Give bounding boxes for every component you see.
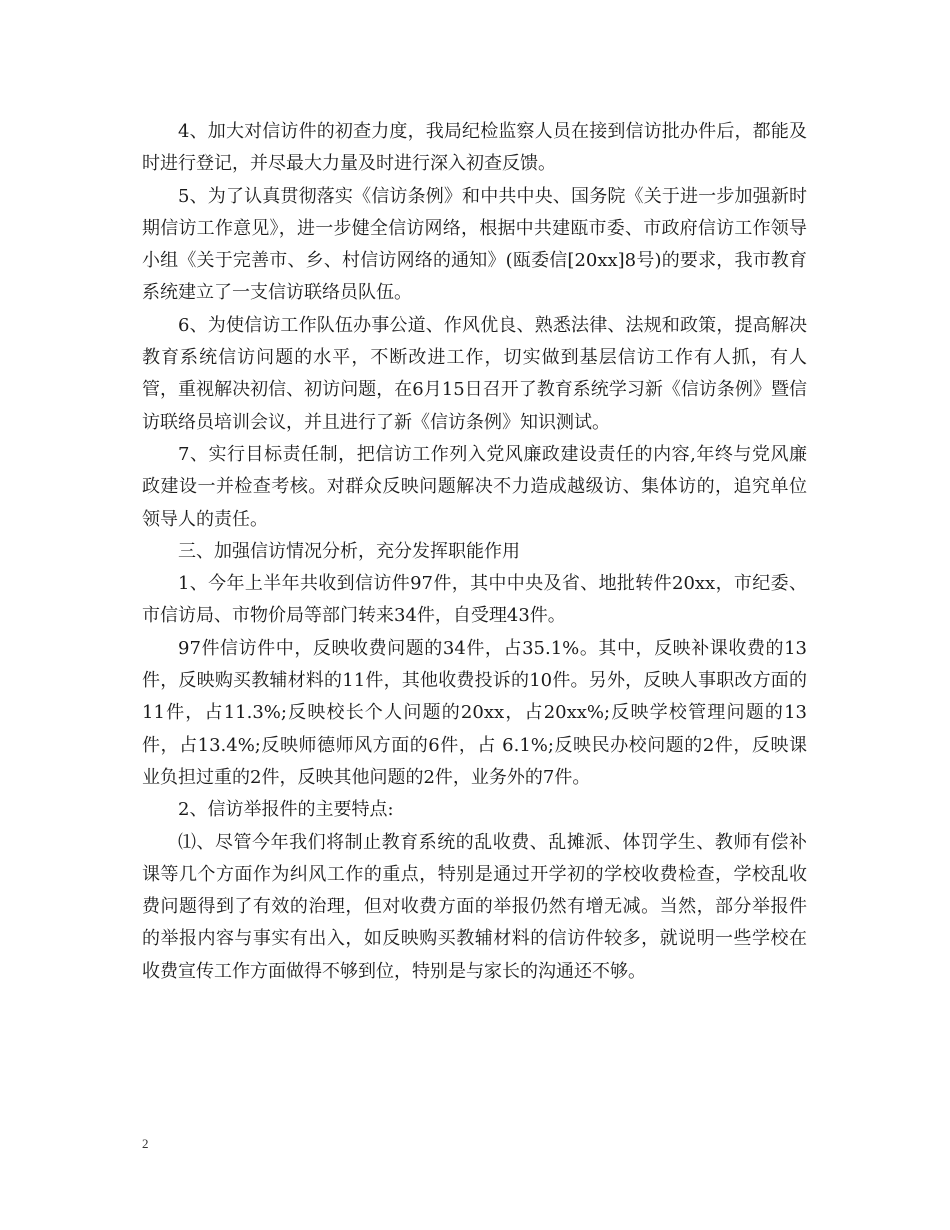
paragraph-5: 5、为了认真贯彻落实《信访条例》和中共中央、国务院《关于进一步加强新时期信访工作意见》，进一步健全信访网络，根据中共建瓯市委、市政府信访工作领导小组《关于完善市、乡、村信访网络的通知》(瓯委信[20xx]8号)的要求，我市教育系统建立了一支信访联络员队伍。	[142, 185, 807, 304]
paragraph-6: 6、为使信访工作队伍办事公道、作风优良、熟悉法律、法规和政策，提高解决教育系统信访问题的水平，不断改进工作，切实做到基层信访工作有人抓，有人管，重视解决初信、初访问题，在6月15日召开了教育系统学习新《信访条例》暨信访联络员培训会议，并且进行了新《信访条例》知识测试。	[142, 314, 807, 433]
page-number: 2	[142, 1136, 149, 1151]
section-heading-3: 三、加强信访情况分析，充分发挥职能作用	[178, 540, 520, 562]
paragraph-7: 7、实行目标责任制，把信访工作列入党风廉政建设责任的内容,年终与党风廉政建设一并检查考核。对群众反映问题解决不力造成越级访、集体访的，追究单位领导人的责任。	[142, 443, 807, 530]
document-body	[142, 116, 807, 988]
paragraph-4: 4、加大对信访件的初查力度，我局纪检监察人员在接到信访批办件后，都能及时进行登记，并尽最大力量及时进行深入初查反馈。	[142, 121, 807, 175]
paragraph-section3-2: 2、信访举报件的主要特点:	[178, 799, 394, 821]
paragraph-section3-1: 1、今年上半年共收到信访件97件，其中中央及省、地批转件20xx，市纪委、市信访局、市物价局等部门转来34件，自受理43件。	[142, 573, 807, 627]
paragraph-statistics: 97件信访件中，反映收费问题的34件，占35.1%。其中，反映补课收费的13件，反映购买教辅材料的11件，其他收费投诉的10件。另外，反映人事职改方面的11件，占11.3%;反映校长个人问题的20xx，占20xx%;反映学校管理问题的13件，占13.4%;反映师德师风方面的6件，占 6.1%;反映民办校问题的2件，反映课业负担过重的2件，反映其他问题的2件，业务外的7件。	[142, 637, 807, 788]
paragraph-feature-1: ⑴、尽管今年我们将制止教育系统的乱收费、乱摊派、体罚学生、教师有偿补课等几个方面作为纠风工作的重点，特别是通过开学初的学校收费检查，学校乱收费问题得到了有效的治理，但对收费方面的举报仍然有增无减。当然，部分举报件的举报内容与事实有出入，如反映购买教辅材料的信访件较多，就说明一些学校在收费宣传工作方面做得不够到位，特别是与家长的沟通还不够。	[142, 831, 807, 982]
